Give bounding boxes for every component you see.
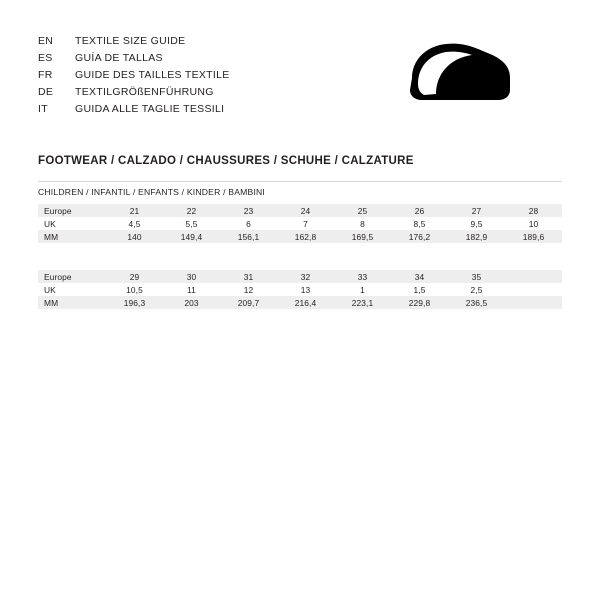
table-cell: 25 [334,204,391,217]
table-cell: 189,6 [505,230,562,243]
table-cell: 140 [106,230,163,243]
table-cell: 8 [334,217,391,230]
table-cell: 176,2 [391,230,448,243]
table-cell [505,283,562,296]
table-cell: 156,1 [220,230,277,243]
row-label: UK [38,217,106,230]
list-item [38,67,338,84]
table-cell [505,270,562,283]
table-cell: 32 [277,270,334,283]
list-item [38,33,338,50]
table-row [38,283,562,296]
table-row [38,270,562,283]
language-code: EN [38,35,54,47]
table-cell: 2,5 [448,283,505,296]
language-title: GUIDA ALLE TAGLIE TESSILI [75,103,225,115]
row-label: MM [38,230,106,243]
language-code: DE [38,86,54,98]
table-cell: 8,5 [391,217,448,230]
row-label: MM [38,296,106,309]
table-cell: 13 [277,283,334,296]
table-cell: 182,9 [448,230,505,243]
table-cell: 236,5 [448,296,505,309]
table-cell: 149,4 [163,230,220,243]
table-cell: 1,5 [391,283,448,296]
language-code: FR [38,69,53,81]
table-cell: 21 [106,204,163,217]
table-cell: 29 [106,270,163,283]
language-title: TEXTILGRÖßENFÜHRUNG [75,86,214,98]
size-table-children-2 [38,270,562,309]
table-cell: 12 [220,283,277,296]
shoe-icon [406,38,512,106]
table-cell: 31 [220,270,277,283]
table-cell: 28 [505,204,562,217]
language-title: GUIDE DES TAILLES TEXTILE [75,69,230,81]
row-label: Europe [38,204,106,217]
table-cell: 22 [163,204,220,217]
table-cell: 23 [220,204,277,217]
table-cell: 5,5 [163,217,220,230]
table-cell: 4,5 [106,217,163,230]
list-item [38,101,338,118]
table-cell: 10,5 [106,283,163,296]
divider [38,181,562,182]
table-cell: 27 [448,204,505,217]
language-list [38,33,338,118]
table-cell: 1 [334,283,391,296]
row-label: Europe [38,270,106,283]
table-cell: 35 [448,270,505,283]
size-table-children-1 [38,204,562,243]
language-code: IT [38,103,48,115]
table-row [38,217,562,230]
table-cell: 11 [163,283,220,296]
table-cell: 10 [505,217,562,230]
table-row [38,230,562,243]
list-item [38,84,338,101]
table-cell: 169,5 [334,230,391,243]
table-cell: 196,3 [106,296,163,309]
table-cell: 209,7 [220,296,277,309]
table-row [38,296,562,309]
table-cell: 162,8 [277,230,334,243]
table-cell: 216,4 [277,296,334,309]
table-row [38,204,562,217]
table-cell [505,296,562,309]
table-cell: 6 [220,217,277,230]
language-title: GUÍA DE TALLAS [75,52,163,64]
table-cell: 34 [391,270,448,283]
table-cell: 229,8 [391,296,448,309]
list-item [38,50,338,67]
section-title: FOOTWEAR / CALZADO / CHAUSSURES / SCHUHE / CALZATURE [38,155,414,167]
table-cell: 33 [334,270,391,283]
row-label: UK [38,283,106,296]
language-code: ES [38,52,53,64]
table-cell: 30 [163,270,220,283]
table-cell: 9,5 [448,217,505,230]
table-cell: 203 [163,296,220,309]
subsection-title: CHILDREN / INFANTIL / ENFANTS / KINDER / BAMBINI [38,187,266,197]
language-title: TEXTILE SIZE GUIDE [75,35,186,47]
table-cell: 26 [391,204,448,217]
table-cell: 7 [277,217,334,230]
table-cell: 223,1 [334,296,391,309]
table-cell: 24 [277,204,334,217]
